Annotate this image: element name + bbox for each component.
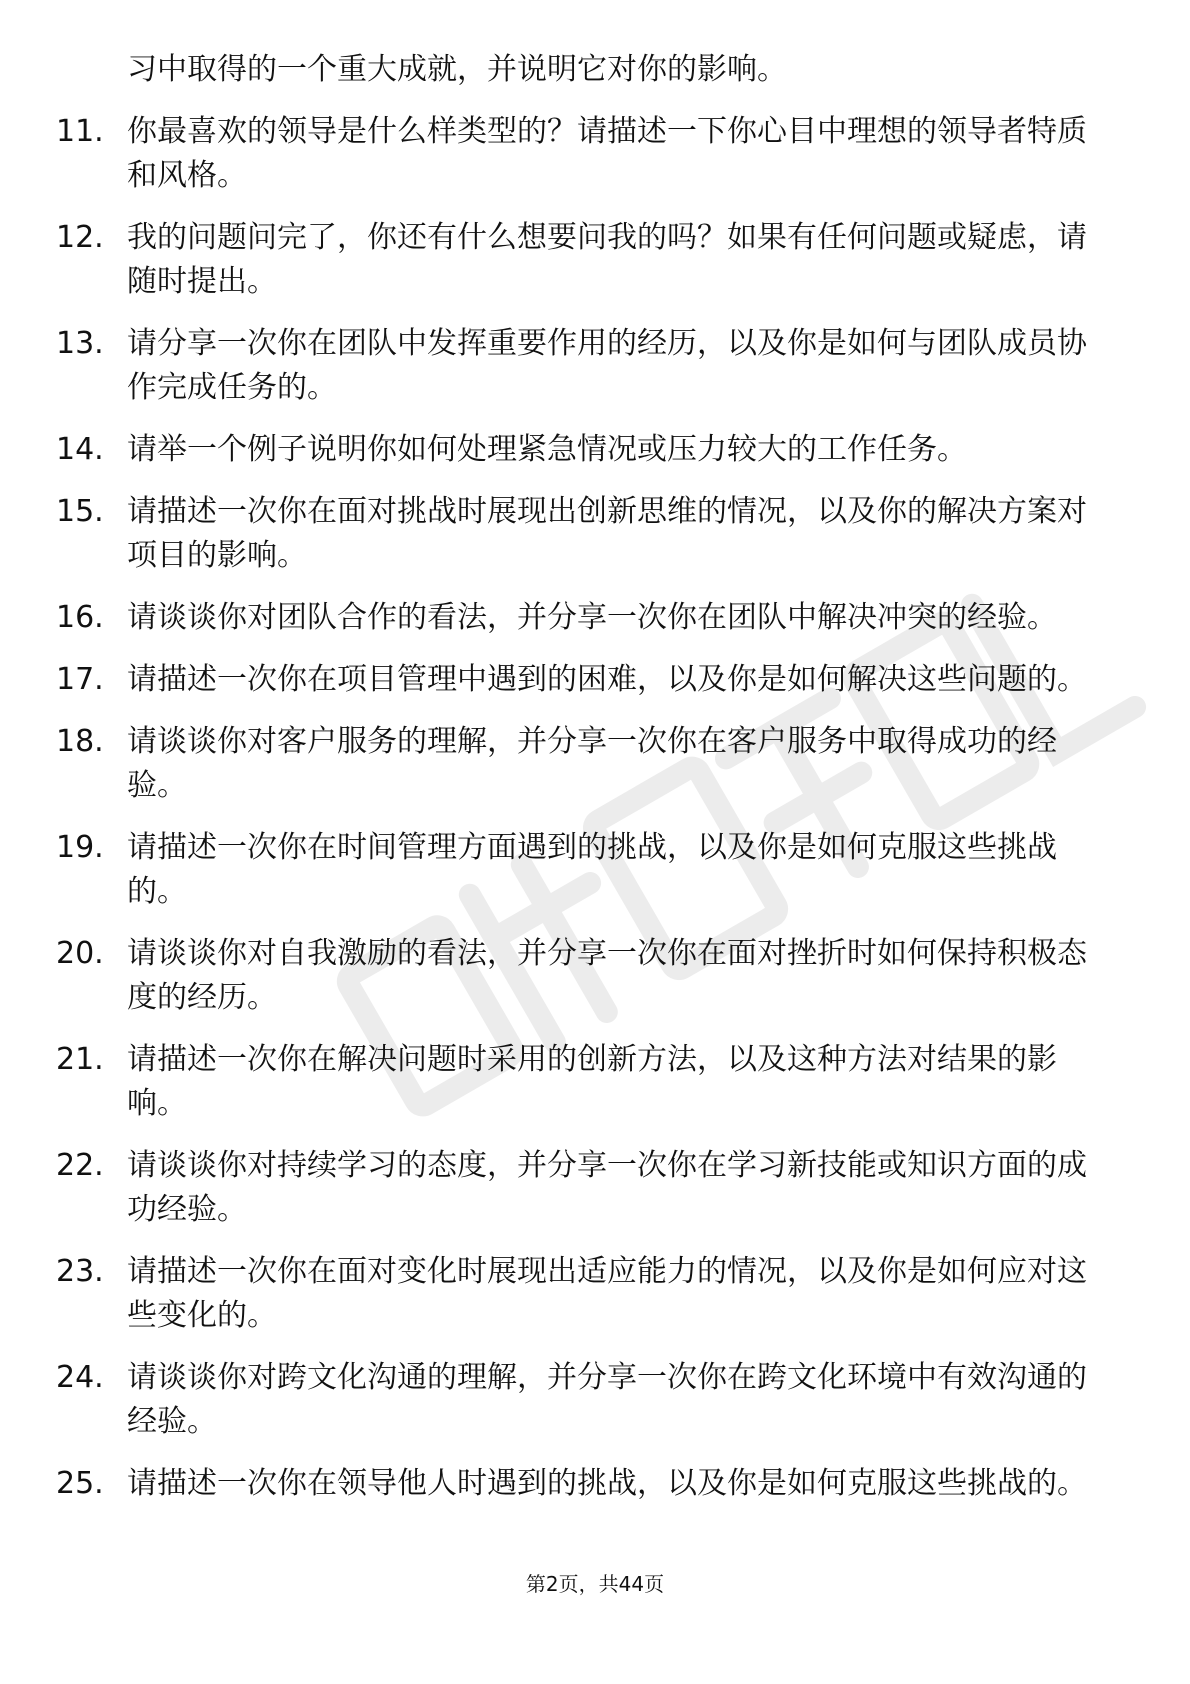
question-text: 请描述一次你在面对变化时展现出适应能力的情况，以及你是如何应对这些变化的。 <box>127 1254 1087 1333</box>
question-number: 18. <box>56 724 104 759</box>
list-item <box>56 1038 1106 1126</box>
question-number: 22. <box>56 1148 104 1183</box>
question-number: 25. <box>56 1466 104 1501</box>
page-number-footer: 第2页，共44页 <box>525 1572 665 1596</box>
question-content <box>56 48 1106 1524</box>
question-number: 24. <box>56 1360 104 1395</box>
question-number: 13. <box>56 326 104 361</box>
question-number: 16. <box>56 600 104 635</box>
list-item <box>56 216 1106 304</box>
list-item <box>56 490 1106 578</box>
question-text: 我的问题问完了，你还有什么想要问我的吗？如果有任何问题或疑虑，请随时提出。 <box>127 220 1087 299</box>
question-number: 15. <box>56 494 104 529</box>
question-number: 19. <box>56 830 104 865</box>
question-list <box>56 110 1106 1506</box>
list-item <box>56 1144 1106 1232</box>
question-number: 21. <box>56 1042 104 1077</box>
question-text: 请描述一次你在面对挑战时展现出创新思维的情况，以及你的解决方案对项目的影响。 <box>127 494 1087 573</box>
question-number: 12. <box>56 220 104 255</box>
question-number: 14. <box>56 432 104 467</box>
list-item <box>56 1462 1106 1506</box>
question-text: 请谈谈你对持续学习的态度，并分享一次你在学习新技能或知识方面的成功经验。 <box>127 1148 1087 1227</box>
question-text: 请谈谈你对客户服务的理解，并分享一次你在客户服务中取得成功的经验。 <box>127 724 1057 803</box>
question-text: 请描述一次你在时间管理方面遇到的挑战，以及你是如何克服这些挑战的。 <box>127 830 1057 909</box>
list-item <box>56 1356 1106 1444</box>
question-text: 请谈谈你对团队合作的看法，并分享一次你在团队中解决冲突的经验。 <box>127 600 1057 635</box>
list-item <box>56 110 1106 198</box>
list-item <box>56 1250 1106 1338</box>
list-item <box>56 658 1106 702</box>
list-item <box>56 720 1106 808</box>
question-number: 23. <box>56 1254 104 1289</box>
question-text: 请分享一次你在团队中发挥重要作用的经历，以及你是如何与团队成员协作完成任务的。 <box>127 326 1087 405</box>
list-item <box>56 826 1106 914</box>
question-text: 你最喜欢的领导是什么样类型的？请描述一下你心目中理想的领导者特质和风格。 <box>127 114 1087 193</box>
list-item <box>56 596 1106 640</box>
question-number: 11. <box>56 114 104 149</box>
question-number: 20. <box>56 936 104 971</box>
question-text: 请举一个例子说明你如何处理紧急情况或压力较大的工作任务。 <box>127 432 967 467</box>
list-item <box>56 322 1106 410</box>
continued-question-text: 习中取得的一个重大成就，并说明它对你的影响。 <box>127 52 787 87</box>
list-item <box>56 428 1106 472</box>
question-number: 17. <box>56 662 104 697</box>
question-text: 请描述一次你在领导他人时遇到的挑战，以及你是如何克服这些挑战的。 <box>127 1466 1087 1501</box>
list-item <box>56 932 1106 1020</box>
question-text: 请谈谈你对自我激励的看法，并分享一次你在面对挫折时如何保持积极态度的经历。 <box>127 936 1087 1015</box>
question-text: 请描述一次你在项目管理中遇到的困难，以及你是如何解决这些问题的。 <box>127 662 1087 697</box>
question-text: 请谈谈你对跨文化沟通的理解，并分享一次你在跨文化环境中有效沟通的经验。 <box>127 1360 1087 1439</box>
question-text: 请描述一次你在解决问题时采用的创新方法，以及这种方法对结果的影响。 <box>127 1042 1057 1121</box>
